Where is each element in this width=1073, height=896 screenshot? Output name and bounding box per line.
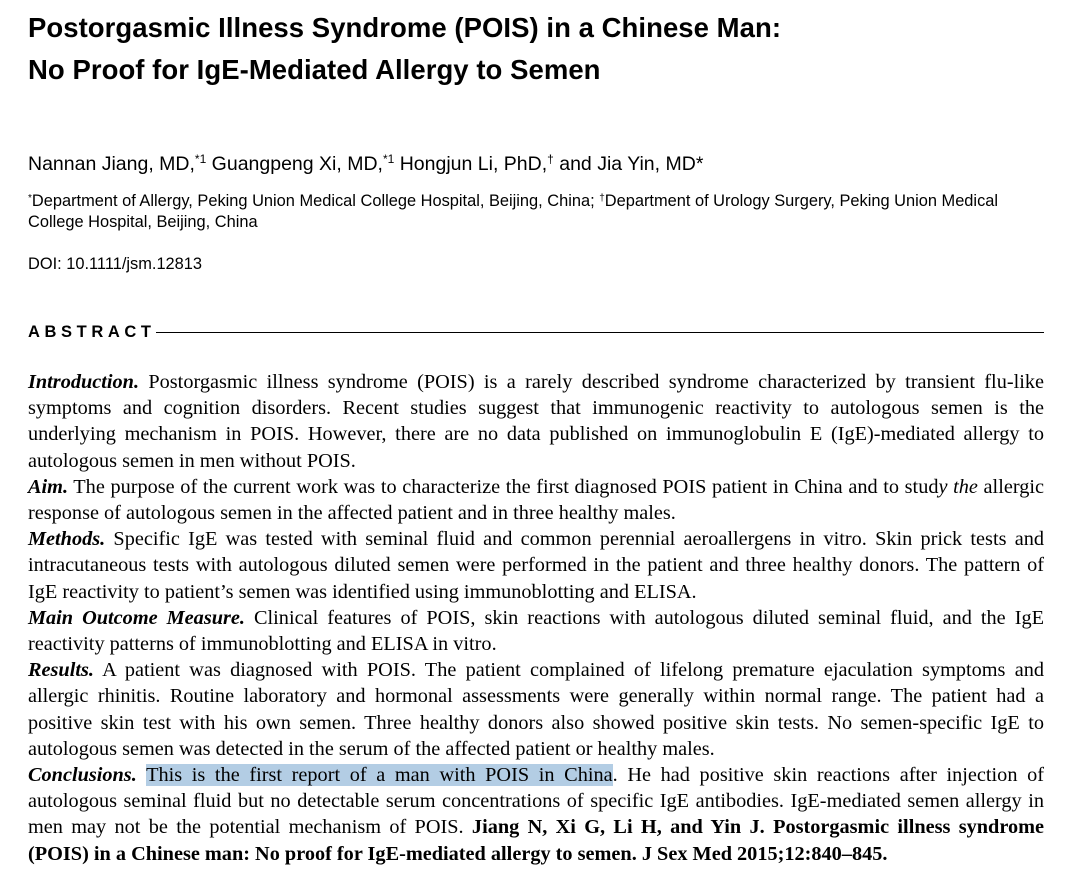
abstract-body	[28, 369, 1044, 867]
author-mark: *1	[382, 152, 395, 166]
author-li: Hongjun Li, PhD,	[394, 153, 548, 175]
italic-text: y	[938, 475, 948, 498]
affiliation-urology: Department of Urology Surgery, Peking Union Medical College Hospital, Beijing, China	[28, 192, 999, 231]
abstract-main-outcome	[28, 605, 1044, 657]
section-label: Methods.	[28, 528, 106, 551]
abstract-aim	[28, 474, 1044, 526]
affiliation-mark: *	[28, 193, 32, 204]
section-text: A patient was diagnosed with POIS. The patient complained of lifelong premature ejaculation symptoms and allergic rhinitis. Routine laboratory and hormonal assessments were generally within normal range. The patient had a positive skin test with his own semen. Three healthy donors also showed positive skin tests. No semen-specific IgE to autologous semen was detected in the serum of the affected patient or healthy males.	[28, 659, 1044, 760]
section-text: The purpose of the current work was to characterize the first diagnosed POIS patient in China and to stud	[68, 475, 939, 498]
abstract-heading: ABSTRACT	[28, 322, 156, 341]
section-label: Main Outcome Measure.	[28, 606, 245, 629]
author-jiang: Nannan Jiang, MD,	[28, 153, 195, 175]
article-page	[28, 0, 1044, 867]
affiliation-mark: †	[599, 193, 605, 204]
abstract-header	[28, 320, 1044, 344]
doi: DOI: 10.1111/jsm.12813	[28, 255, 203, 273]
citation: Jiang N, Xi G, Li H, and Yin J. Postorgasmic illness syndrome (POIS) in a Chinese man: No proof for IgE-mediated allergy to semen. J Sex Med 2015;12:840–845.	[28, 816, 1044, 865]
author-list	[28, 151, 1044, 177]
section-text: Postorgasmic illness syndrome (POIS) is a rarely described syndrome characterized by transient flu-like symptoms and cognition disorders. Recent studies suggest that immunogenic reactivity to autologous semen is the underlying mechanism in POIS. However, there are no data published on immunoglobulin E (IgE)-mediated allergy to autologous semen in men without POIS.	[28, 371, 1044, 472]
section-label: Conclusions.	[28, 764, 137, 787]
author-mark: *1	[194, 152, 207, 166]
author-yin: and Jia Yin, MD*	[553, 153, 704, 175]
article-title	[28, 7, 1044, 91]
abstract-conclusions	[28, 762, 1044, 867]
affiliation-allergy: Department of Allergy, Peking Union Medical College Hospital, Beijing, China;	[31, 192, 600, 210]
abstract-results	[28, 657, 1044, 762]
abstract-introduction	[28, 369, 1044, 474]
abstract-rule	[156, 332, 1044, 333]
section-text: . He had positive skin reactions after injection of autologous seminal fluid but no detectable serum concentrations of specific IgE antibodies. IgE-mediated semen allergy in men may not be the potential mechanism of POIS.	[28, 764, 1044, 839]
section-text: Clinical features of POIS, skin reactions with autologous diluted seminal fluid, and the IgE reactivity patterns of immunoblotting and ELISA in vitro.	[28, 606, 1044, 656]
highlighted-text[interactable]: This is the first report of a man with POIS in China	[146, 764, 613, 787]
italic-text: the	[953, 475, 978, 498]
affiliations	[28, 191, 1044, 233]
title-line-1: Postorgasmic Illness Syndrome (POIS) in a Chinese Man:	[28, 12, 782, 43]
author-mark: †	[547, 152, 554, 166]
section-text: allergic response of autologous semen in the affected patient and in three healthy males.	[28, 475, 1044, 525]
section-label: Aim.	[28, 475, 69, 498]
abstract-methods	[28, 526, 1044, 605]
section-text: Specific IgE was tested with seminal fluid and common perennial aeroallergens in vitro. Skin prick tests and intracutaneous tests with autologous diluted semen were performed in the patient and three healthy donors. The pattern of IgE reactivity to patient’s semen was identified using immunoblotting and ELISA.	[28, 528, 1044, 603]
author-xi: Guangpeng Xi, MD,	[206, 153, 383, 175]
section-label: Results.	[28, 659, 94, 682]
title-line-2: No Proof for IgE-Mediated Allergy to Semen	[28, 54, 601, 85]
section-label: Introduction.	[28, 371, 140, 393]
